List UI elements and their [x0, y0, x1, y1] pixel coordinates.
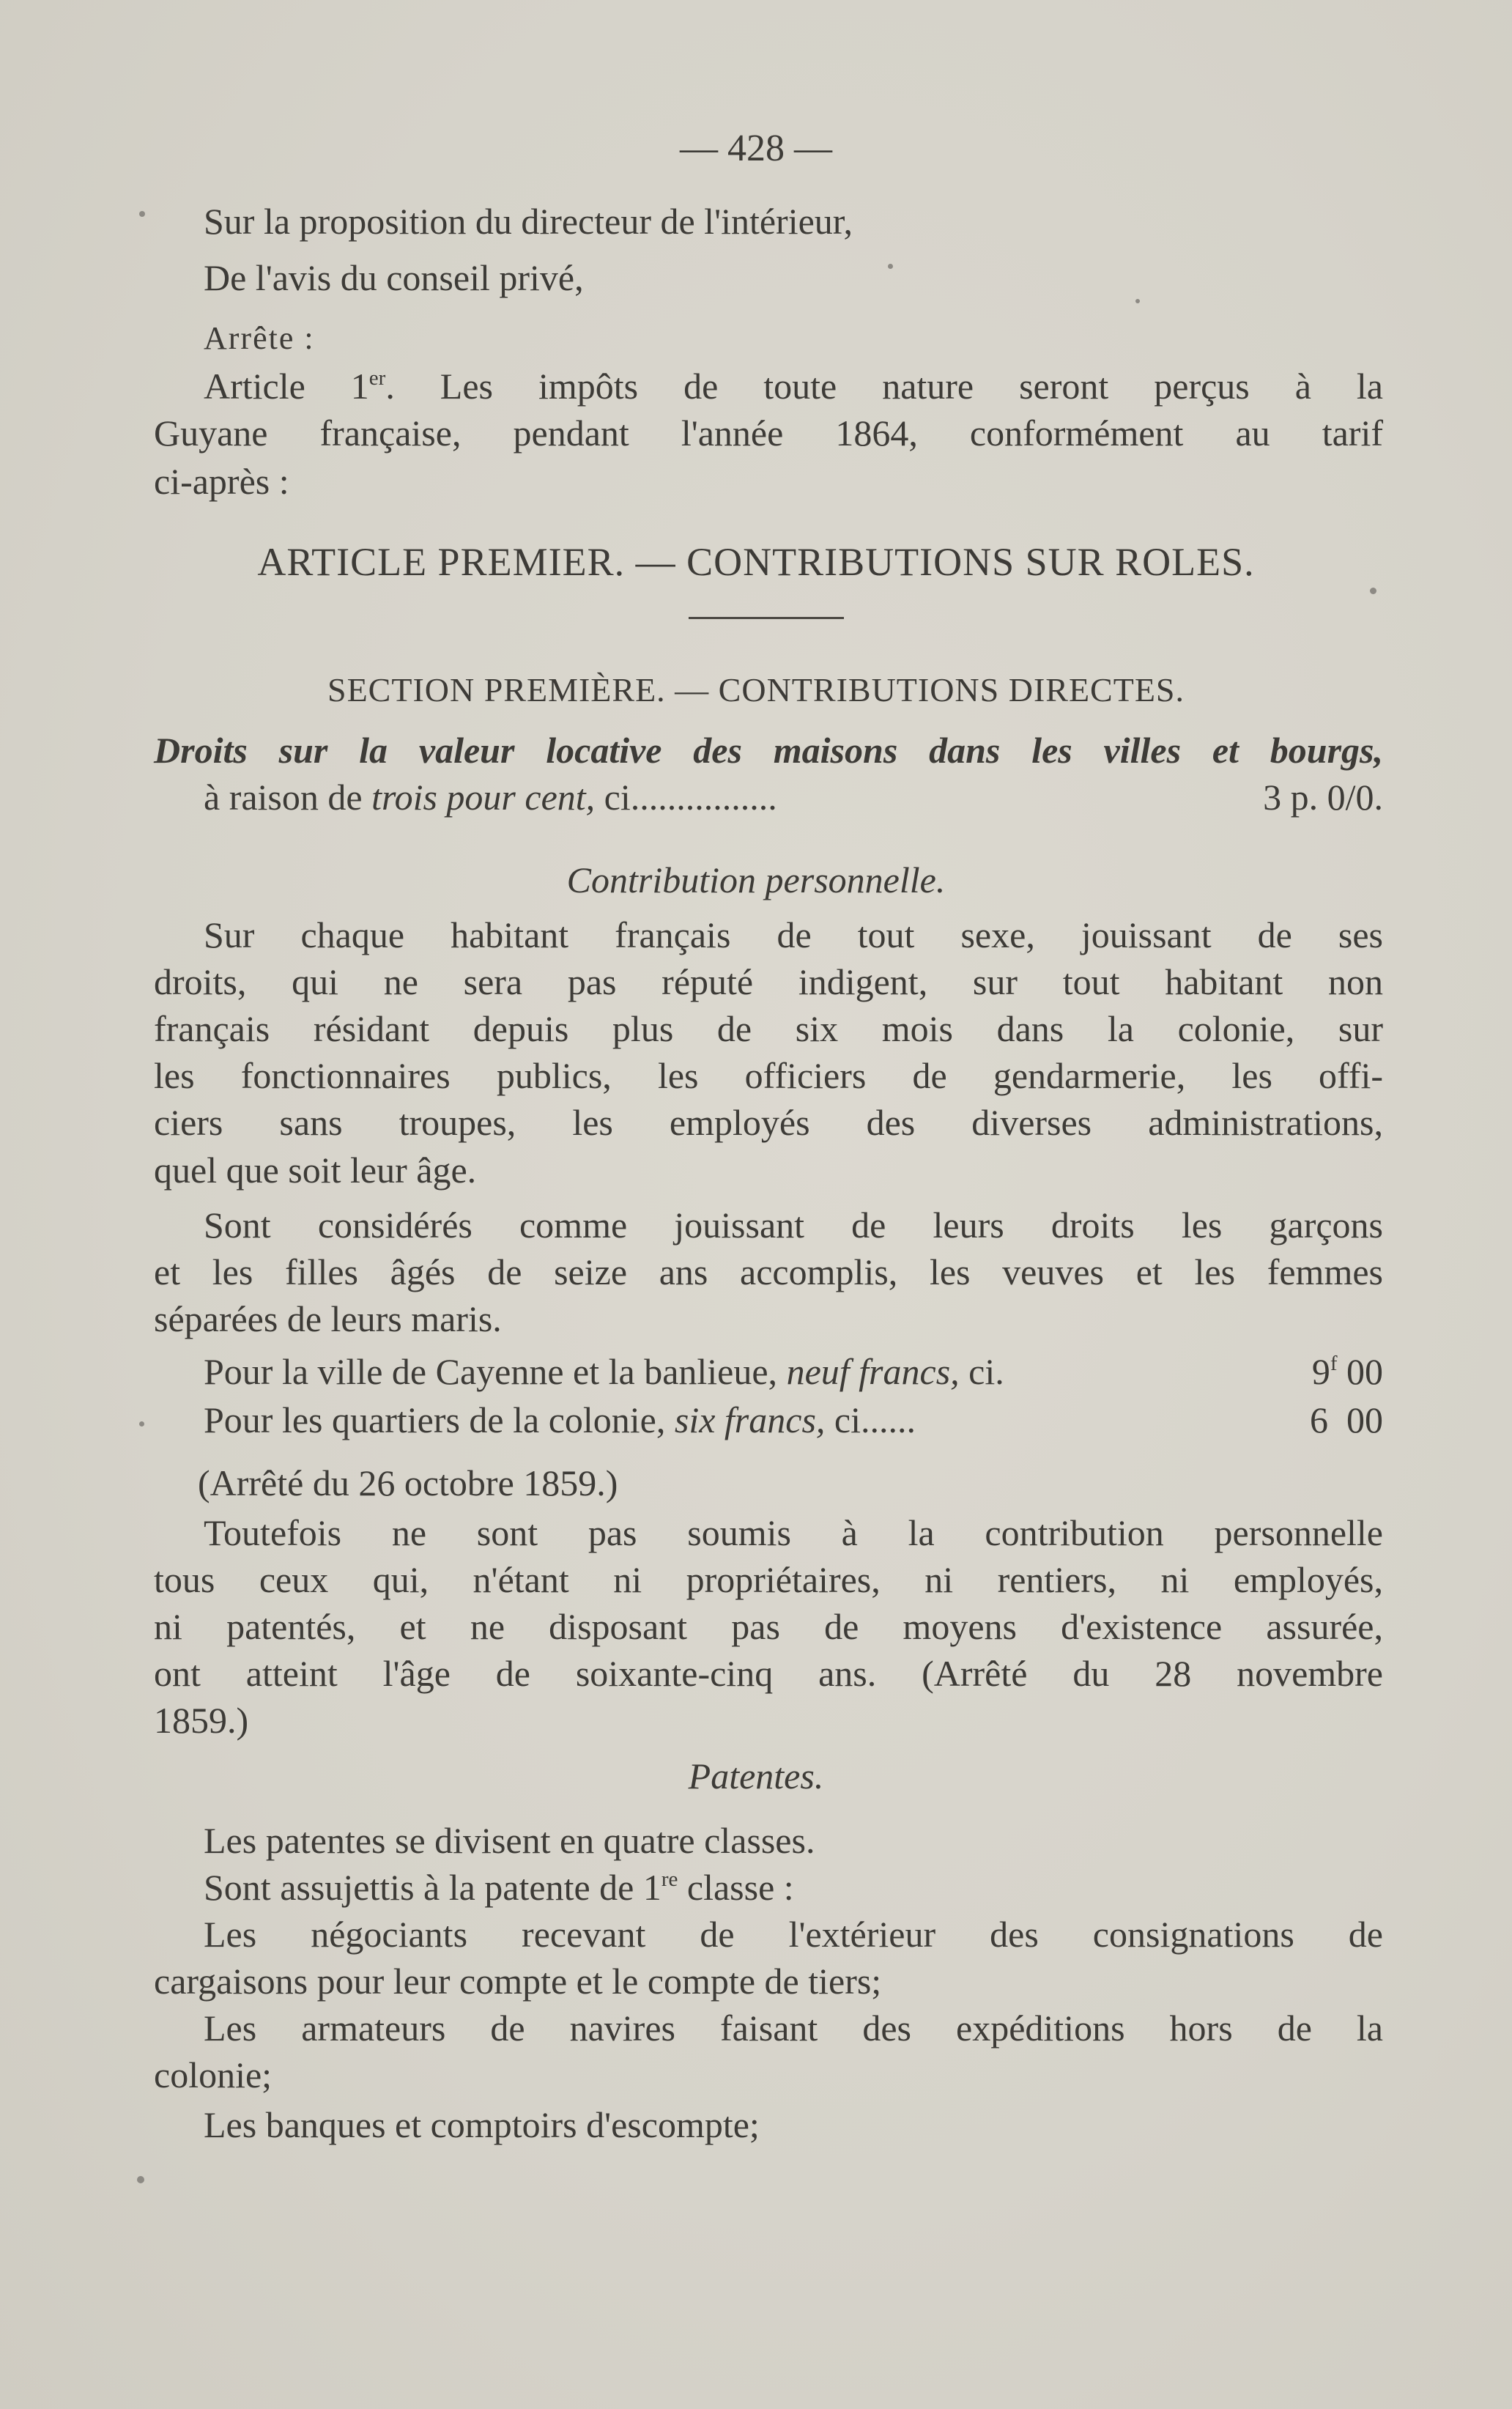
preamble-line-2: De l'avis du conseil privé, — [204, 257, 584, 298]
contribution-title: Contribution personnelle. — [566, 859, 946, 900]
droits-value: 3 p. 0/0. — [1263, 777, 1383, 818]
patentes-line-2-lead: Sont assujettis à la patente de 1 — [204, 1867, 662, 1908]
page-speck — [139, 211, 145, 217]
contribution-p1-line-4: les fonctionnaires publics, les officiers de gendarmerie, les offi- — [154, 1055, 1383, 1096]
section-heading: SECTION PREMIÈRE. — CONTRIBUTIONS DIRECTES. — [327, 671, 1185, 708]
article-1-rest: . Les impôts de toute nature seront perçus à la — [385, 366, 1383, 407]
contribution-p1-line-6: quel que soit leur âge. — [154, 1150, 477, 1191]
rate-cayenne-value — [1312, 1349, 1383, 1394]
rate-quartiers-ci: ci...... — [825, 1399, 916, 1440]
patentes-p2-line-2: colonie; — [154, 2054, 273, 2095]
page-speck — [1135, 299, 1140, 303]
contribution-p3-line-1: Toutefois ne sont pas soumis à la contribution personnelle — [204, 1512, 1383, 1553]
contribution-p1-line-1: Sur chaque habitant français de tout sexe, jouissant de ses — [204, 914, 1383, 955]
contribution-p2-line-3: séparées de leurs maris. — [154, 1298, 502, 1339]
page-speck — [888, 264, 893, 269]
page-speck — [1370, 588, 1376, 594]
article-heading: ARTICLE PREMIER. — CONTRIBUTIONS SUR ROLES. — [257, 540, 1255, 584]
droits-leader: ci................ — [595, 777, 777, 818]
rate-cayenne-ci: ci. — [959, 1351, 1004, 1392]
droits-rate: trois pour cent, — [371, 777, 596, 818]
rate-cayenne-cents: 00 — [1346, 1351, 1383, 1392]
contribution-p1-line-5: ciers sans troupes, les employés des diverses administrations, — [154, 1102, 1383, 1143]
preamble-line-1: Sur la proposition du directeur de l'intérieur, — [204, 201, 853, 242]
patentes-line-2-sup: re — [661, 1868, 678, 1891]
rate-cayenne-amount: neuf francs, — [786, 1351, 960, 1392]
droits-line-1: Droits sur la valeur locative des maisons dans les villes et bourgs, — [154, 730, 1383, 771]
arrete-26-octobre: (Arrêté du 26 octobre 1859.) — [198, 1462, 618, 1503]
droits-lead: à raison de — [204, 777, 372, 818]
article-1-line-1 — [204, 363, 1383, 409]
patentes-line-1: Les patentes se divisent en quatre classes. — [204, 1820, 815, 1861]
contribution-p2-line-1: Sont considérés comme jouissant de leurs droits les garçons — [204, 1204, 1383, 1246]
patentes-line-2-end: classe : — [678, 1867, 794, 1908]
rate-quartiers-lead: Pour les quartiers de la colonie, — [204, 1399, 675, 1440]
page-number: — 428 — — [680, 127, 832, 169]
rate-cayenne-sup: f — [1330, 1352, 1338, 1375]
patentes-p1-line-1: Les négociants recevant de l'extérieur des consignations de — [204, 1914, 1383, 1955]
rate-quartiers-value: 6 00 — [1310, 1399, 1383, 1440]
rate-quartiers — [204, 1397, 1383, 1443]
article-1-line-2: Guyane française, pendant l'année 1864, conformément au tarif — [154, 412, 1383, 454]
article-1-sup: er — [368, 366, 386, 390]
heading-rule — [689, 617, 844, 619]
patentes-p2-line-1: Les armateurs de navires faisant des expéditions hors de la — [204, 2008, 1383, 2049]
rate-cayenne-francs: 9 — [1311, 1351, 1330, 1392]
preamble-arrete: Arrête : — [204, 320, 315, 356]
patentes-line-2 — [204, 1865, 794, 1910]
droits-line-2 — [204, 774, 1383, 820]
contribution-p3-line-3: ni patentés, et ne disposant pas de moyens d'existence assurée, — [154, 1606, 1383, 1647]
contribution-p3-line-4: ont atteint l'âge de soixante-cinq ans. (Arrêté du 28 novembre — [154, 1653, 1383, 1694]
page-speck — [139, 1421, 144, 1426]
article-1-label: Article 1 — [204, 366, 369, 407]
page-speck — [137, 2176, 144, 2183]
rate-cayenne-lead: Pour la ville de Cayenne et la banlieue, — [204, 1351, 787, 1392]
rate-quartiers-amount: six francs, — [674, 1399, 826, 1440]
contribution-p3-line-2: tous ceux qui, n'étant ni propriétaires, ni rentiers, ni employés, — [154, 1559, 1383, 1600]
patentes-title: Patentes. — [688, 1755, 824, 1796]
contribution-p3-line-5: 1859.) — [154, 1700, 249, 1741]
contribution-p2-line-2: et les filles âgés de seize ans accomplis, les veuves et les femmes — [154, 1251, 1383, 1292]
patentes-p1-line-2: cargaisons pour leur compte et le compte de tiers; — [154, 1961, 882, 2002]
patentes-line-last: Les banques et comptoirs d'escompte; — [204, 2104, 760, 2145]
contribution-p1-line-2: droits, qui ne sera pas réputé indigent, sur tout habitant non — [154, 961, 1383, 1002]
contribution-p1-line-3: français résidant depuis plus de six mois dans la colonie, sur — [154, 1008, 1383, 1049]
rate-cayenne — [204, 1349, 1383, 1394]
article-1-line-3: ci-après : — [154, 461, 289, 502]
